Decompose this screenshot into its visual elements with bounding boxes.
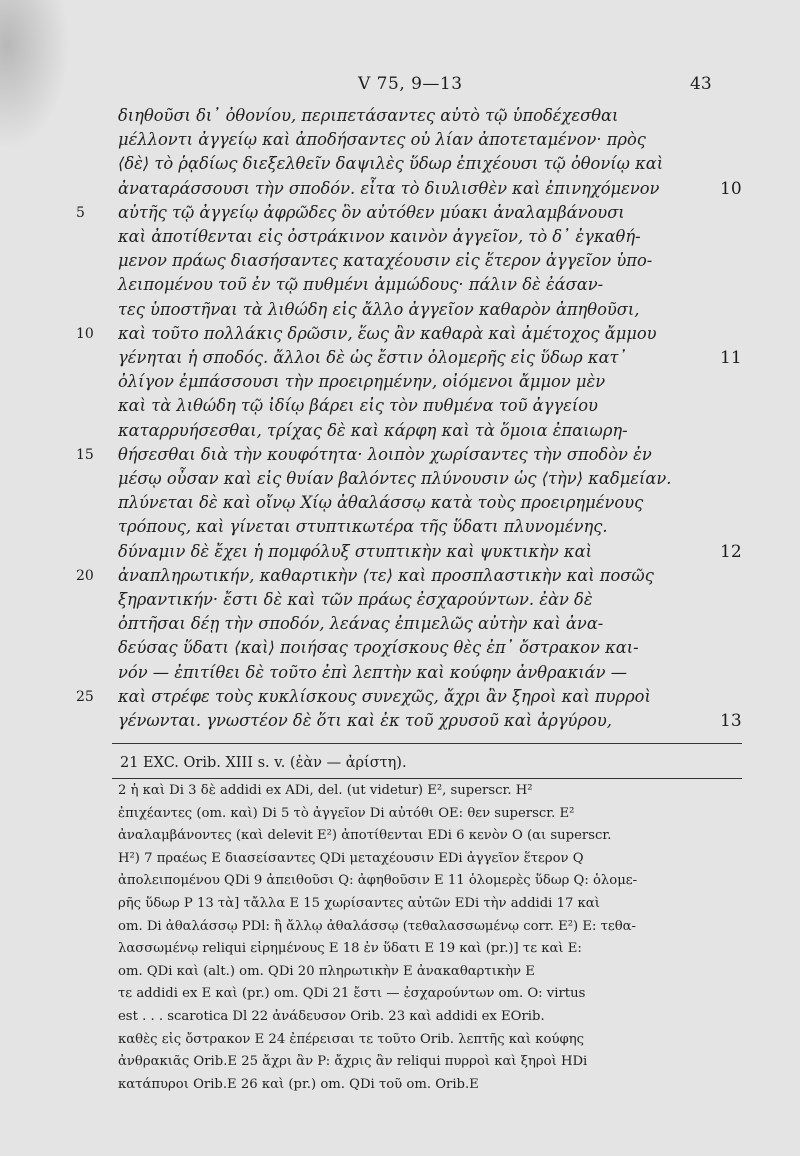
line-text: μέσῳ οὖσαν καὶ εἰς θυίαν βαλόντες πλύνουσιν ὡς ⟨τὴν⟩ καδμείαν. (118, 469, 672, 488)
line-text: πλύνεται δὲ καὶ οἴνῳ Χίῳ ἀθαλάσσῳ κατὰ τοὺς προειρημένους (118, 493, 644, 513)
line-text: καὶ τοῦτο πολλάκις δρῶσιν, ἕως ἂν καθαρὰ καὶ ἀμέτοχος ἄμμου (118, 323, 657, 343)
text-line (0, 248, 800, 274)
line-text: ⟨δὲ⟩ τὸ ῥᾳδίως διεξελθεῖν δαψιλὲς ὕδωρ ἐπιχέουσι τῷ ὀθονίῳ καὶ (118, 154, 664, 174)
text-line (0, 393, 800, 419)
text-line (0, 442, 800, 468)
line-text: μενον πράως διασήσαντες καταχέουσιν εἰς ἕτερον ἀγγεῖον ὑπο- (118, 251, 653, 271)
line-number: 10 (76, 325, 94, 342)
text-line (0, 587, 800, 613)
apparatus-line: ἀνθρακιᾶς Orib.E 25 ἄχρι ἂν P: ἄχρις ἂν reliqui πυρροὶ καὶ ξηροὶ HDi (118, 1054, 588, 1070)
text-line (0, 127, 800, 153)
line-text: καὶ τὰ λιθώδη τῷ ἰδίῳ βάρει εἰς τὸν πυθμένα τοῦ ἀγγείου (118, 396, 598, 416)
line-text: λειπομένου τοῦ ἐν τῷ πυθμένι ἀμμώδους· πάλιν δὲ ἐάσαν- (118, 275, 604, 295)
section-number: 11 (720, 348, 742, 368)
line-text: καὶ ἀποτίθενται εἰς ὀστράκινον καινὸν ἀγγεῖον, τὸ δ᾽ ἐγκαθή- (118, 227, 641, 246)
line-text: δύναμιν δὲ ἔχει ἡ πομφόλυξ στυπτικὴν καὶ ψυκτικὴν καὶ (118, 541, 592, 561)
apparatus-line: om. QDi καὶ (alt.) om. QDi 20 πληρωτικὴν E ἀνακαθαρτικὴν E (118, 963, 535, 979)
line-text: διηθοῦσι δι᾽ ὀθονίου, περιπετάσαντες αὐτὸ τῷ ὑποδέχεσθαι (118, 106, 619, 125)
text-line (0, 321, 800, 347)
apparatus-line: τε addidi ex E καὶ (pr.) om. QDi 21 ἔστι — ἐσχαρούντων om. O: virtus (118, 986, 586, 1002)
text-line (0, 708, 800, 734)
section-number: 10 (720, 178, 742, 199)
page-number: 43 (690, 74, 712, 94)
apparatus-line: ἀπολειπομένου QDi 9 ἀπειθοῦσι Q: ἀφηθοῦσιν E 11 ὁλομερὲς ὕδωρ Q: ὁλομε- (118, 873, 638, 889)
line-text: θήσεσθαι διὰ τὴν κουφότητα· λοιπὸν χωρίσαντες τὴν σποδὸν ἐν (118, 444, 652, 464)
line-number: 5 (76, 204, 85, 221)
separator-rule (112, 743, 742, 744)
apparatus-line: λασσωμένῳ reliqui εἰρημένους E 18 ἐν ὕδατι E 19 καὶ (pr.)] τε καὶ E: (118, 941, 582, 957)
text-line (0, 514, 800, 540)
text-line (0, 345, 800, 371)
apparatus-line: καθὲς εἰς ὄστρακον E 24 ἐπέρεισαι τε τοῦτο Orib. λεπτῆς καὶ κούφης (118, 1031, 585, 1047)
line-number: 20 (76, 567, 94, 584)
line-text: ξηραντικήν· ἔστι δὲ καὶ τῶν πράως ἐσχαρούντων. ἐὰν δὲ (118, 590, 593, 609)
apparatus-line: H²) 7 πραέως E διασείσαντες QDi μεταχέουσιν EDi ἀγγεῖον ἕτερον Q (118, 850, 584, 866)
testimonium-line: 21 EXC. Orib. XIII s. v. (ἐὰν — ἀρίστη). (120, 755, 407, 771)
line-text: ὀλίγον ἐμπάσσουσι τὴν προειρημένην, οἰόμενοι ἄμμον μὲν (118, 372, 606, 392)
text-line (0, 466, 800, 492)
line-text: γένωνται. γνωστέον δὲ ὅτι καὶ ἐκ τοῦ χρυσοῦ καὶ ἀργύρου, (118, 711, 612, 730)
apparatus-line: 2 ἡ καὶ Di 3 δὲ addidi ex ADi, del. (ut videtur) E², superscr. H² (118, 783, 533, 798)
text-line (0, 418, 800, 444)
line-text: ἀναπληρωτικήν, καθαρτικὴν ⟨τε⟩ καὶ προσπλαστικὴν καὶ ποσῶς (118, 565, 654, 585)
line-text: τες ὑποστῆναι τὰ λιθώδη εἰς ἄλλο ἀγγεῖον καθαρὸν ἀπηθοῦσι, (118, 299, 640, 319)
line-text: τρόπους, καὶ γίνεται στυπτικωτέρα τῆς ὕδατι πλυνομένης. (118, 517, 608, 537)
text-line (0, 224, 800, 250)
line-number: 15 (76, 446, 94, 463)
line-text: καὶ στρέφε τοὺς κυκλίσκους συνεχῶς, ἄχρι ἂν ξηροὶ καὶ πυρροὶ (118, 686, 651, 706)
text-line (0, 611, 800, 637)
text-line (0, 369, 800, 395)
text-line (0, 176, 800, 202)
apparatus-line: est . . . scarotica Dl 22 ἀνάδευσον Orib. 23 καὶ addidi ex EOrib. (118, 1009, 545, 1024)
text-line (0, 539, 800, 565)
text-line (0, 490, 800, 516)
text-line (0, 635, 800, 661)
section-number: 13 (720, 711, 742, 731)
line-text: ὀπτῆσαι δέῃ τὴν σποδόν, λεάνας ἐπιμελῶς αὐτὴν καὶ ἀνα- (118, 614, 604, 634)
text-line (0, 200, 800, 226)
line-text: καταρρυήσεσθαι, τρίχας δὲ καὶ κάρφη καὶ τὰ ὅμοια ἐπαιωρη- (118, 420, 628, 440)
apparatus-line: ρῆς ὕδωρ P 13 τὰ] τἄλλα E 15 χωρίσαντες αὐτῶν EDi τὴν addidi 17 καὶ (118, 896, 600, 911)
text-line (0, 103, 800, 129)
apparatus-line: κατάπυροι Orib.E 26 καὶ (pr.) om. QDi τοῦ om. Orib.E (118, 1076, 479, 1092)
text-line (0, 272, 800, 298)
running-header (0, 74, 800, 98)
text-line (0, 563, 800, 589)
apparatus-line: ἀναλαμβάνοντες (καὶ delevit E²) ἀποτίθενται EDi 6 κενὸν O (αι superscr. (118, 828, 612, 844)
apparatus-line: ἐπιχέαντες (om. καὶ) Di 5 τὸ ἀγγεῖον Di αὐτόθι OE: θεν superscr. E² (118, 805, 575, 821)
separator-rule (112, 778, 742, 779)
text-line (0, 660, 800, 686)
line-text: αὐτῆς τῷ ἀγγείῳ ἀφρῶδες ὃν αὐτόθεν μύακι ἀναλαμβάνουσι (118, 202, 625, 222)
line-text: δεύσας ὕδατι ⟨καὶ⟩ ποιήσας τροχίσκους θὲς ἐπ᾽ ὄστρακον και- (118, 638, 639, 658)
line-text: γένηται ἡ σποδός. ἄλλοι δὲ ὡς ἔστιν ὁλομερῆς εἰς ὕδωρ κατ᾽ (118, 348, 627, 367)
section-number: 12 (720, 541, 742, 562)
apparatus-line: om. Di ἀθαλάσσῳ PDl: ἢ ἄλλῳ ἀθαλάσσῳ (τεθαλασσωμένῳ corr. E²) E: τεθα- (118, 918, 637, 934)
text-line (0, 151, 800, 177)
text-line (0, 297, 800, 323)
line-number: 25 (76, 688, 94, 705)
line-text: ἀναταράσσουσι τὴν σποδόν. εἶτα τὸ διυλισθὲν καὶ ἐπινηχόμενον (118, 178, 660, 198)
header-reference: V 75, 9—13 (358, 74, 463, 94)
text-line (0, 684, 800, 710)
line-text: νόν — ἐπιτίθει δὲ τοῦτο ἐπὶ λεπτὴν καὶ κούφην ἀνθρακιάν — (118, 662, 628, 682)
line-text: μέλλοντι ἀγγείῳ καὶ ἀποδήσαντες οὐ λίαν ἀποτεταμένον· πρὸς (118, 130, 646, 150)
